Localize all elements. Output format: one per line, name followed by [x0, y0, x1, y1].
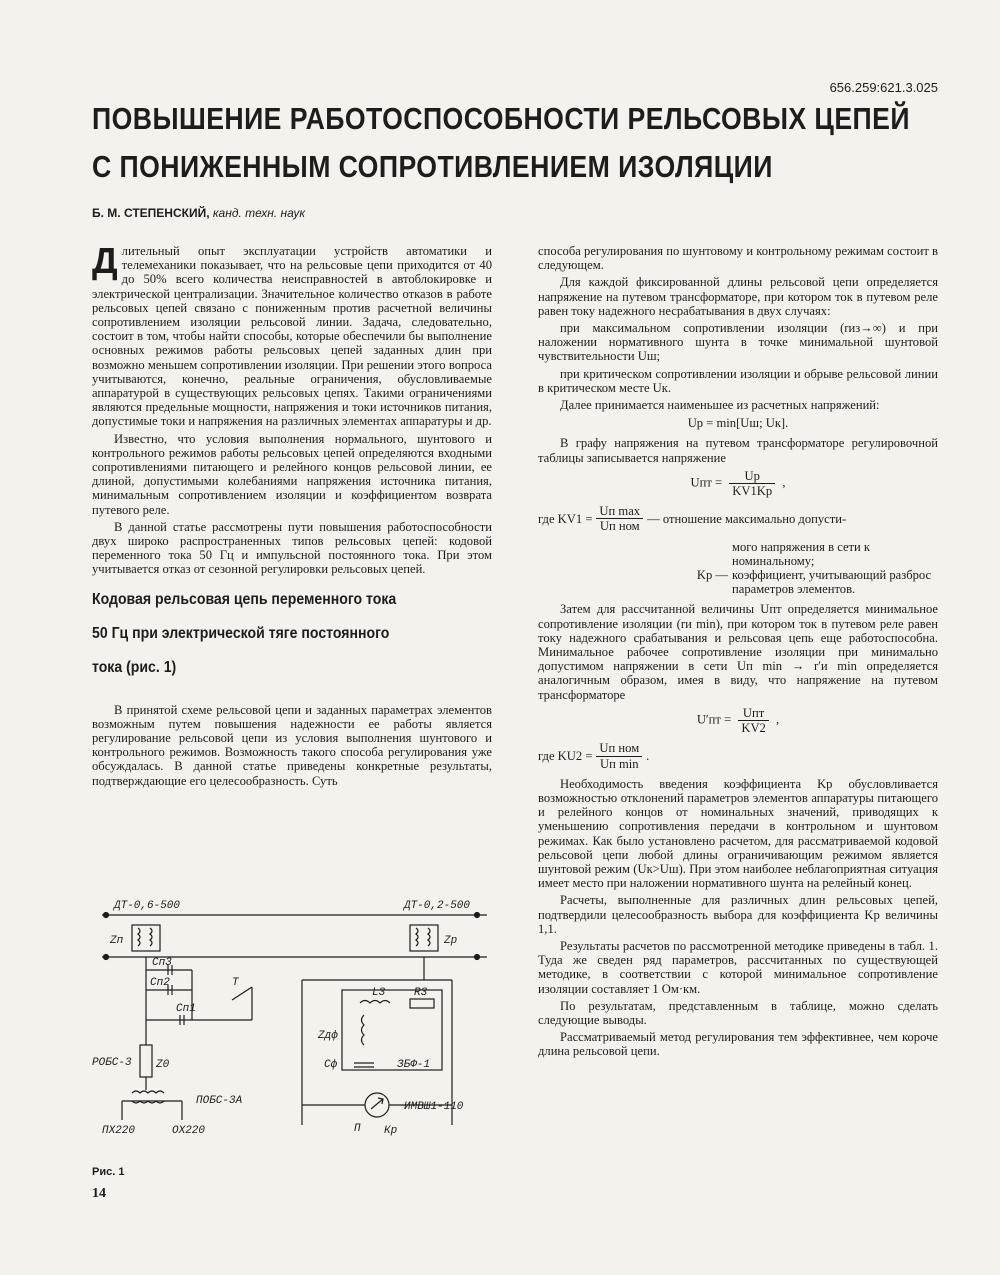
fraction — [738, 706, 769, 735]
title-line-2: С ПОНИЖЕННЫМ СОПРОТИВЛЕНИЕМ ИЗОЛЯЦИИ — [92, 149, 773, 184]
coil-icon — [138, 928, 140, 946]
page-number: 14 — [92, 1186, 106, 1201]
relay-imvsh1-110 — [365, 1093, 389, 1117]
inductor-l3 — [360, 1001, 390, 1004]
author-degree: канд. техн. наук — [212, 206, 306, 220]
formula-tail: , — [776, 712, 780, 727]
label-zdf: Zдф — [318, 1030, 338, 1042]
numerator: Uп max — [596, 504, 643, 519]
figure-caption: Рис. 1 — [92, 1166, 125, 1178]
label-t: Т — [232, 977, 239, 989]
paragraph: Необходимость введения коэффициента Kр обусловливается возможностью отклонений параметров элементов аппаратуры питающего и релейного концов от номинальных значений, приводящих к уменьшению сопротивления передачи в контрольном и шунтовом режимах. Как было установлено расчетом, для рассматриваемой кодовой рельсовой цепи любой длины ограничивающим режимом является шунтовой режим (Uк>Uш). При этом наиболее неблагоприятная ситуация имеет место при наложении нормативного шунта на релейный конец. — [538, 776, 938, 891]
label-ox: ОХ220 — [172, 1125, 206, 1137]
label-imv: ИМВШ1-110 — [404, 1101, 464, 1113]
denominator: KV2 — [741, 721, 766, 736]
denominator: Uп min — [600, 756, 639, 771]
title-line-1: ПОВЫШЕНИЕ РАБОТОСПОСОБНОСТИ РЕЛЬСОВЫХ ЦЕПЕЙ — [92, 101, 910, 136]
paragraph: В графу напряжения на путевом трансформаторе регулировочной таблицы записывается напряжение — [538, 436, 938, 465]
label-pobs: РОБС-3 — [92, 1057, 132, 1069]
inductor-zdf — [362, 1015, 365, 1045]
paragraph: Далее принимается наименьшее из расчетных напряжений: — [560, 398, 880, 413]
label-cp2: Cп2 — [150, 977, 170, 989]
definition-text: — отношение максимально допусти- — [647, 511, 847, 526]
label-px: ПХ220 — [102, 1125, 136, 1137]
paragraph: Результаты расчетов по рассмотренной методике приведены в табл. 1. Туда же сведен ряд параметров, рассчитанных по существующей методике, в соответствии с которой минимальное сопротивление изоляции составляет 1 Ом·км. — [538, 938, 938, 996]
label-p-terminal: П — [354, 1123, 361, 1135]
numerator: Uп ном — [596, 741, 642, 756]
definition-value: коэффициент, учитывающий разброс параметров элементов. — [732, 568, 932, 597]
denominator: KV1Kр — [732, 484, 773, 499]
formula-upt-prime — [538, 706, 938, 735]
numerator: Uр — [729, 469, 775, 484]
formula-lhs: где KV1 = — [538, 511, 593, 526]
formula-tail: . — [646, 748, 650, 763]
paragraph: Расчеты, выполненные для различных длин рельсовых цепей, подтвердили целесообразность выбора для коэффициента Kр величины 1,1. — [538, 893, 938, 936]
paragraph: В данной статье рассмотрены пути повышения работоспособности двух широко распространенных типов рельсовых цепей: кодовой переменного тока 50 Гц и импульсной постоянного тока. При этом учитывается отказ от сезонной регулировки рельсовых цепей. — [92, 519, 492, 577]
coil-icon — [150, 928, 152, 946]
formula-kv1 — [538, 504, 938, 533]
paragraph: Для каждой фиксированной длины рельсовой цепи определяется напряжение на путевом трансформаторе, при котором ток в путевом реле равен току надежного несрабатывания в двух случаях: — [538, 275, 938, 318]
formula-lhs: Uпт = — [690, 475, 723, 490]
formula-ur: Uр = min[Uш; Uк]. — [687, 416, 789, 431]
paragraph: Рассматриваемый метод регулирования тем эффективнее, чем короче длина рельсовой цепи. — [538, 1030, 938, 1059]
label-kp-terminal: Кр — [384, 1125, 398, 1137]
paragraph — [92, 240, 492, 429]
formula-upt — [538, 469, 938, 498]
fraction — [729, 469, 775, 498]
rail-terminal — [104, 913, 109, 918]
definition-key: Kр — — [696, 568, 728, 583]
definition-continuation: мого напряжения в сети к номинальному; — [732, 539, 871, 568]
paragraph: По результатам, представленным в таблице, можно сделать следующие выводы. — [538, 998, 938, 1027]
circuit-diagram — [92, 895, 492, 1145]
label-l3: L3 — [372, 987, 386, 999]
formula-ku2 — [538, 741, 938, 770]
paragraph: способа регулирования по шунтовому и контрольному режимам состоит в следующем. — [538, 244, 938, 273]
numerator: Uпт — [738, 706, 769, 721]
label-r3: R3 — [414, 987, 428, 999]
label-zbf: ЗБФ-1 — [397, 1059, 431, 1071]
formula-lhs: U′пт = — [696, 712, 732, 727]
section-heading-line-3: тока (рис. 1) — [92, 658, 177, 676]
fraction — [596, 504, 643, 533]
paragraph: при критическом сопротивлении изоляции и обрыве рельсовой линии в критическом месте Uк. — [538, 366, 938, 395]
label-zp-right: Zр — [444, 935, 458, 947]
coil-icon — [416, 928, 418, 946]
author-line — [92, 206, 305, 220]
rail-terminal — [104, 955, 109, 960]
label-cf: Cф — [324, 1059, 338, 1071]
filter-zbf-1 — [342, 990, 442, 1070]
choke-transformer-right — [410, 925, 438, 951]
resistor-r3 — [410, 999, 434, 1008]
rail-terminal — [475, 955, 480, 960]
denominator: Uп ном — [599, 519, 640, 534]
relay-arrow-icon — [371, 1098, 383, 1109]
label-zp-left: Zп — [110, 935, 124, 947]
right-column — [538, 244, 938, 1062]
formula-lhs: где KU2 = — [538, 748, 593, 763]
paragraph: Известно, что условия выполнения нормального, шунтового и контрольного режимов работы рельсовых цепей определяются входными сопротивлениями питающего и релейного концов рельсовой линии, ее длиной, допустимыми колебаниями напряжения источника питания, минимальным сопротивлением изоляции и коэффициентом возврата путевого реле. — [92, 431, 492, 517]
coil-icon — [428, 928, 430, 946]
choke-transformer-left — [132, 925, 160, 951]
resistor-z0 — [140, 1045, 152, 1077]
rail-terminal — [475, 913, 480, 918]
section-heading-line-1: Кодовая рельсовая цепь переменного тока — [92, 590, 397, 608]
paragraph: В принятой схеме рельсовой цепи и заданных параметрах элементов возможным путем повышения надежности ее работы является регулирование рельсовой цепи из условия выполнения шунтового и контрольного режимов. Возможность такого способа регулирования уже обсуждалась. В данной статье приведены конкретные результаты, подтверждающие его целесообразность. Суть — [92, 702, 492, 788]
label-cp1: Cп1 — [176, 1003, 196, 1015]
definitions — [538, 540, 938, 597]
section-heading — [92, 583, 444, 685]
label-dt-left: ДТ-0,6-500 — [114, 900, 181, 912]
drop-cap: Д — [92, 240, 118, 281]
author-name: Б. М. СТЕПЕНСКИЙ, — [92, 206, 210, 220]
label-z0: Z0 — [156, 1059, 170, 1071]
formula-tail: , — [782, 475, 786, 490]
section-heading-line-2: 50 Гц при электрической тяге постоянного — [92, 624, 390, 642]
fraction — [596, 741, 642, 770]
article-title — [92, 95, 910, 191]
left-column — [92, 240, 492, 791]
paragraph-text: лительный опыт эксплуатации устройств автоматики и телемеханики показывает, что на рельсовые цепи приходится от 40 до 50% всего количества неисправностей в автоблокировке и электрической централизации. Значительное количество отказов в работе рельсовых цепей связано с пониженным против расчетной величины сопротивлением изоляции рельсовой линии. Задача, следовательно, состоит в том, чтобы найти способы, которые обеспечили бы выполнение основных режимов работы рельсовых цепей заданных длин при возможно меньшем сопротивлении изоляции. При решении этого вопроса учитываются, конечно, реальные ограничения, обусловливаемые аппаратурой в существующих рельсовых цепях. Такими ограничениями являются предельные мощности, напряжения и токи источников питания, допустимые токи и напряжения на различных элементах аппаратуры и др. — [92, 244, 492, 429]
coil-icon — [132, 1091, 164, 1093]
paragraph: Затем для рассчитанной величины Uпт определяется минимальное сопротивление изоляции (rи min), при котором ток в путевом реле равен току надежного срабатывания и рельсовая цепь еще работоспособна. Минимальное рабочее сопротивление изоляции при минимально допустимом напряжении в сети Uп min → r′и min определяется аналогичным образом, имея в виду, что напряжение на путевом трансформаторе — [538, 602, 938, 702]
label-dt-right: ДТ-0,2-500 — [404, 900, 471, 912]
udc-code: 656.259:621.3.025 — [829, 80, 938, 95]
label-cp3: Cп3 — [152, 957, 172, 969]
label-pobs3a: ПОБС-3А — [196, 1095, 243, 1107]
paragraph: при максимальном сопротивлении изоляции (rиз→∞) и при наложении нормативного шунта в точке минимальной шунтовой чувствительности Uш; — [538, 321, 938, 364]
